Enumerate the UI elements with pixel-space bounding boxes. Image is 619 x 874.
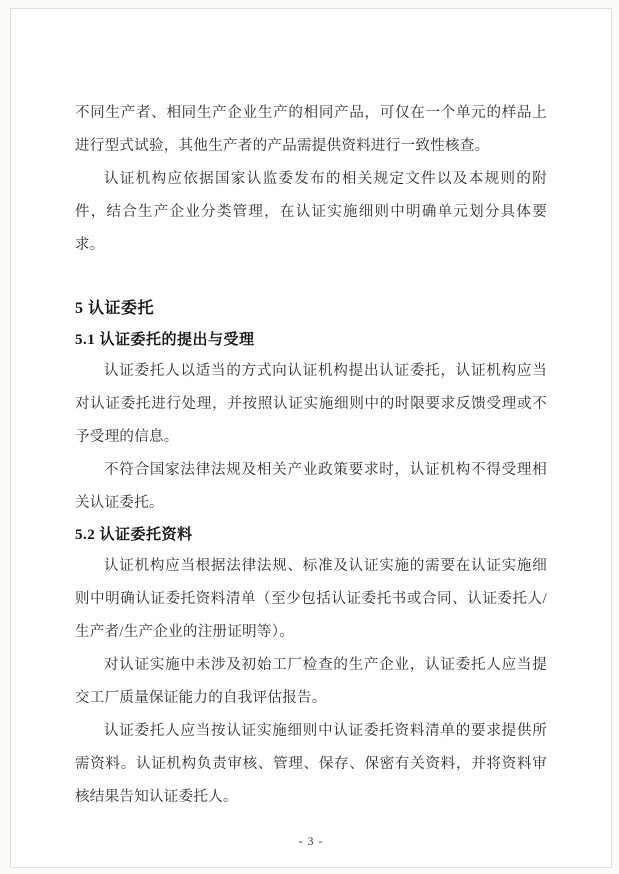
subsection-heading: 5.2 认证委托资料 (75, 527, 193, 543)
subsection-heading: 5.1 认证委托的提出与受理 (75, 332, 255, 348)
document-content (75, 97, 547, 814)
paragraph: 对认证实施中未涉及初始工厂检查的生产企业，认证委托人应当提交工厂质量保证能力的自我评估报告。 (75, 657, 547, 706)
page-number: - 3 - (298, 834, 324, 848)
section-heading: 5 认证委托 (75, 300, 155, 317)
paragraph: 认证委托人以适当的方式向认证机构提出认证委托，认证机构应当对认证委托进行处理，并按照认证实施细则中的时限要求反馈受理或不予受理的信息。 (75, 363, 547, 445)
document-page (10, 8, 612, 868)
paragraph: 认证委托人应当按认证实施细则中认证委托资料清单的要求提供所需资料。认证机构负责审核、管理、保存、保密有关资料，并将资料审核结果告知认证委托人。 (75, 723, 547, 805)
paragraph: 认证机构应当根据法律法规、标准及认证实施的需要在认证实施细则中明确认证委托资料清单（至少包括认证委托书或合同、认证委托人/生产者/生产企业的注册证明等）。 (75, 558, 547, 640)
paragraph: 认证机构应依据国家认监委发布的相关规定文件以及本规则的附件，结合生产企业分类管理，在认证实施细则中明确单元划分具体要求。 (75, 171, 547, 253)
paragraph: 不符合国家法律法规及相关产业政策要求时，认证机构不得受理相关认证委托。 (75, 462, 547, 511)
paragraph: 不同生产者、相同生产企业生产的相同产品，可仅在一个单元的样品上进行型式试验，其他生产者的产品需提供资料进行一致性核查。 (75, 105, 547, 154)
